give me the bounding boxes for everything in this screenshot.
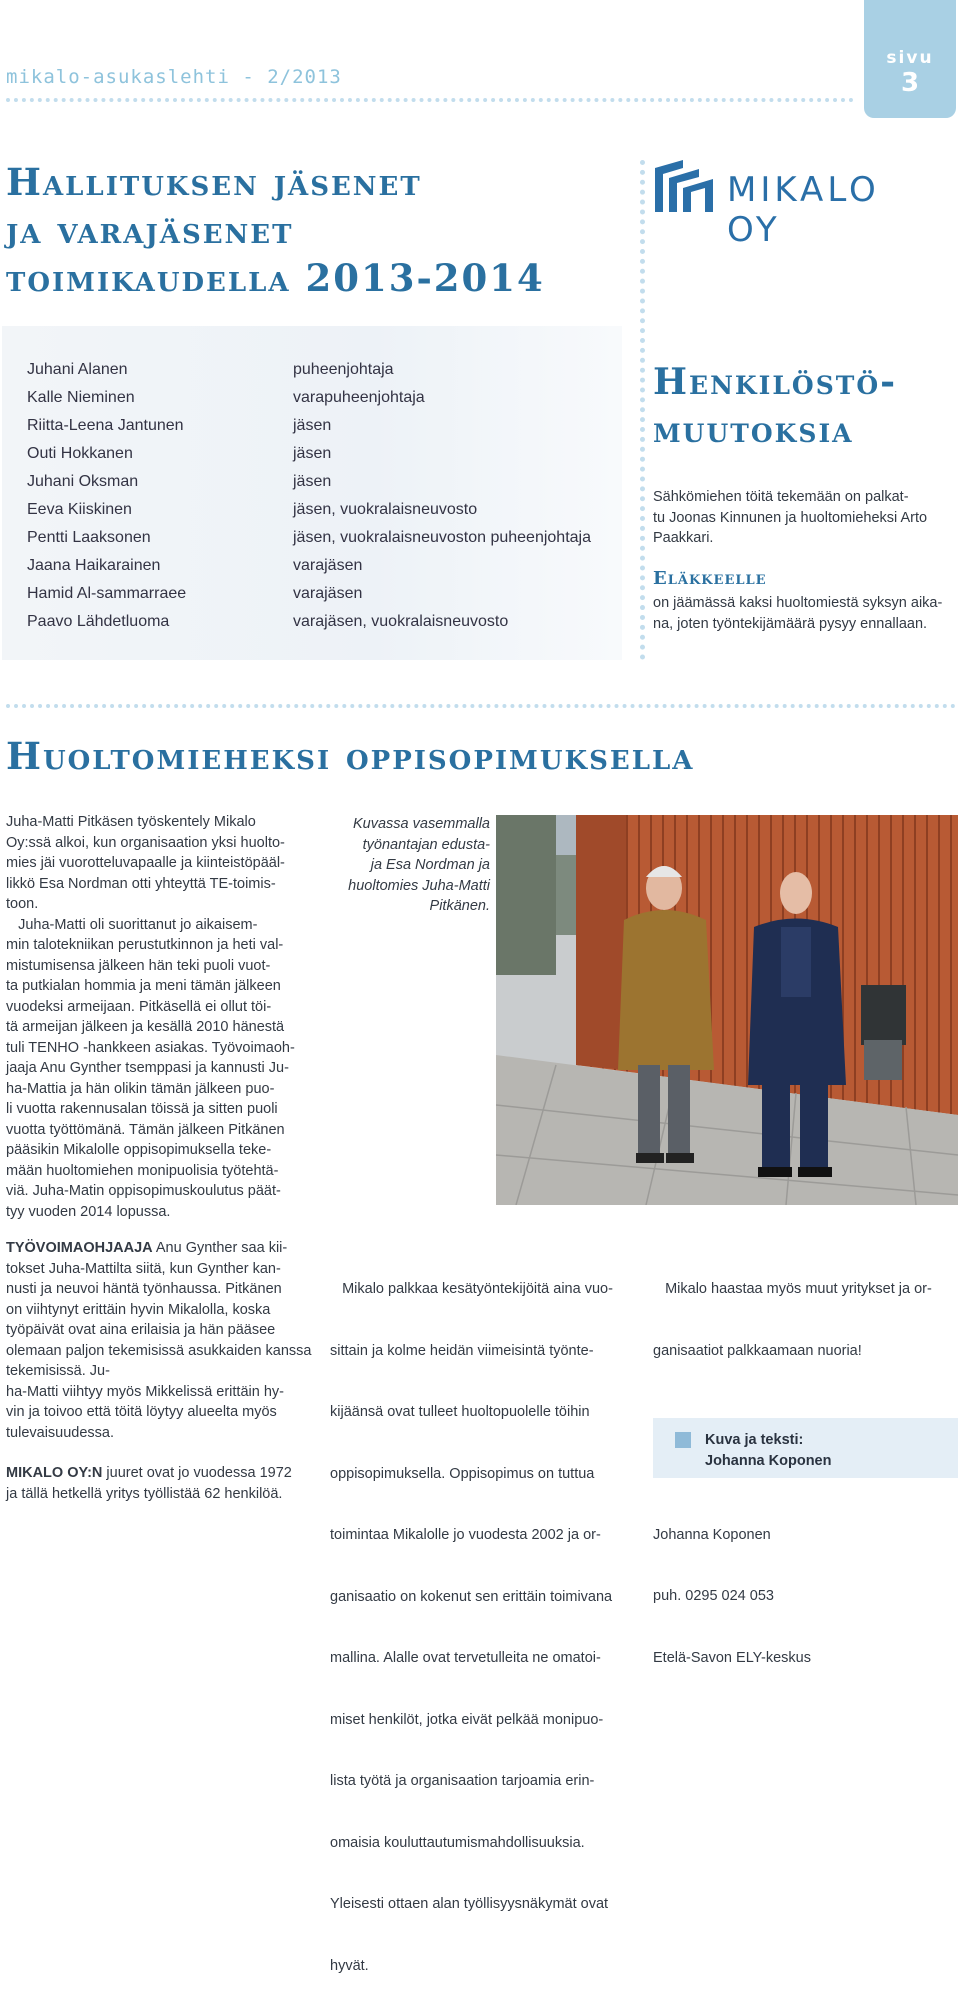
credit-square-icon: [675, 1432, 691, 1448]
text-line: tä armeijan jälkeen ja kesällä 2010 hänestä: [6, 1019, 285, 1035]
board-title-line: Hallituksen jäsenet: [6, 160, 422, 204]
board-title: [6, 158, 545, 302]
text-line: [6, 1238, 318, 1259]
member-role: jäsen: [293, 417, 332, 434]
text-line: na, joten työntekijämäärä pysyy ennallaan.: [653, 615, 928, 632]
text-line: toimintaa Mikalolle jo vuodesta 2002 ja or-: [330, 1527, 601, 1543]
text-line: ha-Matti viihtyy myös Mikkelissä erittäin hy-: [6, 1383, 284, 1400]
lead-word: MIKALO OY:N: [6, 1465, 103, 1481]
text-line: vuotta työttömänä. Tämän jälkeen Pitkänen: [6, 1121, 285, 1138]
credit-line: Kuva ja teksti:: [705, 1432, 804, 1448]
staff-title-line: Henkilöstö-: [653, 361, 898, 403]
member-name: Jaana Haikarainen: [27, 557, 161, 574]
text-line: ta putkialan hommia ja meni tämän jälkeen: [6, 978, 281, 994]
caption-line: ja Esa Nordman ja: [370, 857, 490, 873]
text-line: ganisaatiot palkkaamaan nuoria!: [653, 1342, 862, 1359]
member-role: puheenjohtaja: [293, 361, 394, 378]
text-line: [6, 1463, 318, 1484]
text-line: toon.: [6, 896, 39, 912]
staff-title-line: muutoksia: [653, 409, 854, 451]
text-line: vin ja toivoo että töitä löytyy alueelta myös: [6, 1404, 277, 1420]
photo-two-men-icon: [496, 815, 958, 1205]
text-line: likkö Esa Nordman otti yhteyttä TE-toimis-: [6, 875, 276, 892]
staff-changes-title: [653, 358, 897, 454]
text-line: lista työtä ja organisaation tarjoamia erin-: [330, 1773, 595, 1789]
text-line: tyy vuoden 2014 lopussa.: [6, 1203, 171, 1220]
page-word: sivu: [886, 48, 934, 68]
member-role: varajäsen, vuokralaisneuvosto: [293, 613, 509, 630]
member-name: Juhani Oksman: [27, 473, 139, 490]
bottom-column-2: [330, 1238, 642, 1997]
caption-line: Kuvassa vasemmalla: [353, 816, 490, 832]
text-line: miset henkilöt, jotka eivät pelkää monipuo-: [330, 1711, 604, 1728]
member-name: Kalle Nieminen: [27, 389, 135, 406]
text-line: Yleisesti ottaen alan työllisyysnäkymät ovat: [330, 1896, 609, 1912]
header-divider: [6, 98, 854, 102]
text-line: omaisia kouluttautumismahdollisuuksia.: [330, 1834, 585, 1851]
text-line: Mikalo palkkaa kesätyöntekijöitä aina vuo-: [330, 1281, 613, 1297]
logo-text: MIKALO OY: [727, 170, 880, 250]
column-divider: [640, 160, 645, 660]
text-line: Mikalo haastaa myös muut yritykset ja or-: [653, 1281, 932, 1297]
text-line: nusti ja neuvoi häntä työnhaussa. Pitkänen: [6, 1281, 282, 1297]
text-line: työpäivät ovat aina erilaisia ja hän pääsee: [6, 1322, 276, 1338]
text-line: Juha-Matti Pitkäsen työskentely Mikalo: [6, 814, 256, 830]
caption-line: työnantajan edusta-: [362, 836, 490, 853]
page-badge: [864, 0, 956, 118]
text-line: Paakkari.: [653, 530, 714, 546]
text-line: Sähkömiehen töitä tekemään on palkat-: [653, 489, 909, 505]
staff-changes-text: [653, 487, 958, 549]
member-name: Outi Hokkanen: [27, 445, 133, 462]
text-line: tokset Juha-Mattilta siitä, kun Gynther kan-: [6, 1260, 281, 1277]
text-line: on jäämässä kaksi huoltomiestä syksyn aika-: [653, 595, 943, 611]
board-title-line: toimikaudella 2013-2014: [6, 256, 545, 300]
member-role: jäsen, vuokralaisneuvoston puheenjohtaja: [293, 529, 591, 546]
text-line: tulevaisuudessa.: [6, 1424, 115, 1441]
text-span: juuret ovat jo vuodessa 1972: [102, 1465, 292, 1481]
text-line: oppisopimuksella. Oppisopimus on tuttua: [330, 1465, 595, 1482]
paragraph-spacer: [6, 1443, 318, 1463]
text-line: Oy:ssä alkoi, kun organisaation yksi huolto-: [6, 834, 285, 851]
board-title-line: ja varajäsenet: [6, 208, 294, 252]
text-line: mistumisensa jälkeen hän teki puoli vuot-: [6, 957, 271, 974]
text-line: pääsikin Mikalolle oppisopimuksella teke-: [6, 1142, 272, 1158]
member-name: Paavo Lähdetluoma: [27, 613, 170, 630]
member-name: Juhani Alanen: [27, 361, 128, 378]
text-line: Johanna Koponen: [653, 1526, 771, 1543]
section-divider: [6, 704, 956, 708]
text-line: kijäänsä ovat tulleet huoltopuolelle töihin: [330, 1404, 590, 1420]
retirement-subheading: Eläkkeelle: [653, 568, 767, 589]
board-members-box: [2, 326, 622, 660]
text-line: ja tällä hetkellä yritys työllistää 62 henkilöä.: [6, 1485, 283, 1502]
bottom-column-1: [6, 1238, 318, 1504]
text-line: mies jäi vuorotteluvapaalle ja kiinteistöpääl-: [6, 855, 285, 871]
member-role: jäsen: [293, 445, 332, 462]
text-line: ha-Mattia ja hän olikin tämän jälkeen puo-: [6, 1080, 275, 1097]
credit-box: [653, 1418, 958, 1478]
text-line: mään huoltomiehen monipuolisia työtehtä-: [6, 1162, 279, 1179]
logo-mark-icon: [655, 160, 715, 212]
member-role: jäsen: [293, 473, 332, 490]
text-line: tuli TENHO -hankkeen asiakas. Työvoimaoh-: [6, 1039, 295, 1056]
text-line: mallina. Alalle ovat tervetulleita ne omatoi-: [330, 1650, 601, 1666]
caption-line: huoltomies Juha-Matti: [348, 877, 490, 894]
article-column-1: [6, 812, 326, 1222]
member-role: jäsen, vuokralaisneuvosto: [293, 501, 478, 518]
lead-word: TYÖVOIMAOHJAAJA: [6, 1240, 153, 1256]
member-name: Pentti Laaksonen: [27, 529, 151, 546]
text-line: puh. 0295 024 053: [653, 1588, 774, 1604]
member-name: Hamid Al-sammarraee: [27, 585, 187, 602]
text-line: min talotekniikan perustutkinnon ja heti val-: [6, 937, 284, 953]
text-line: olemaan paljon tekemisissä asukkaiden kanssa tekemisissä. Ju-: [6, 1342, 312, 1379]
text-line: sittain ja kolme heidän viimeisintä työnte-: [330, 1342, 594, 1359]
text-line: li vuotta rakennusalan töissä ja sitten puoli: [6, 1101, 278, 1117]
text-line: ganisaatio on kokenut sen erittäin toimivana: [330, 1588, 613, 1605]
text-line: vuodeksi armeijaan. Pitkäsellä ei ollut töi-: [6, 998, 272, 1015]
caption-line: Pitkänen.: [429, 898, 490, 914]
member-name: Eeva Kiiskinen: [27, 501, 132, 518]
text-line: jaaja Anu Gynther tsemppasi ja kannusti Ju-: [6, 1060, 289, 1076]
text-line: tu Joonas Kinnunen ja huoltomieheksi Arto: [653, 509, 928, 526]
member-role: varapuheenjohtaja: [293, 389, 425, 406]
text-line: Juha-Matti oli suorittanut jo aikaisem-: [6, 916, 258, 933]
text-span: Anu Gynther saa kii-: [152, 1240, 288, 1256]
text-line: on viihtynyt erittäin hyvin Mikalolla, koska: [6, 1301, 271, 1318]
credit-line: Johanna Koponen: [705, 1452, 832, 1469]
retirement-text: [653, 593, 958, 634]
text-line: Etelä-Savon ELY-keskus: [653, 1649, 811, 1666]
article-title: Huoltomieheksi oppisopimuksella: [6, 734, 695, 778]
page-number: 3: [900, 68, 920, 98]
member-role: varajäsen: [293, 557, 363, 574]
photo-caption: [330, 814, 490, 917]
text-line: hyvät.: [330, 1957, 369, 1974]
member-role: varajäsen: [293, 585, 363, 602]
article-photo: [496, 815, 958, 1205]
company-logo: [655, 160, 945, 250]
member-name: Riitta-Leena Jantunen: [27, 417, 184, 434]
credit-text: [705, 1430, 831, 1471]
publication-title: mikalo-asukaslehti - 2/2013: [6, 66, 342, 88]
text-line: viä. Juha-Matin oppisopimuskoulutus päät-: [6, 1183, 281, 1199]
